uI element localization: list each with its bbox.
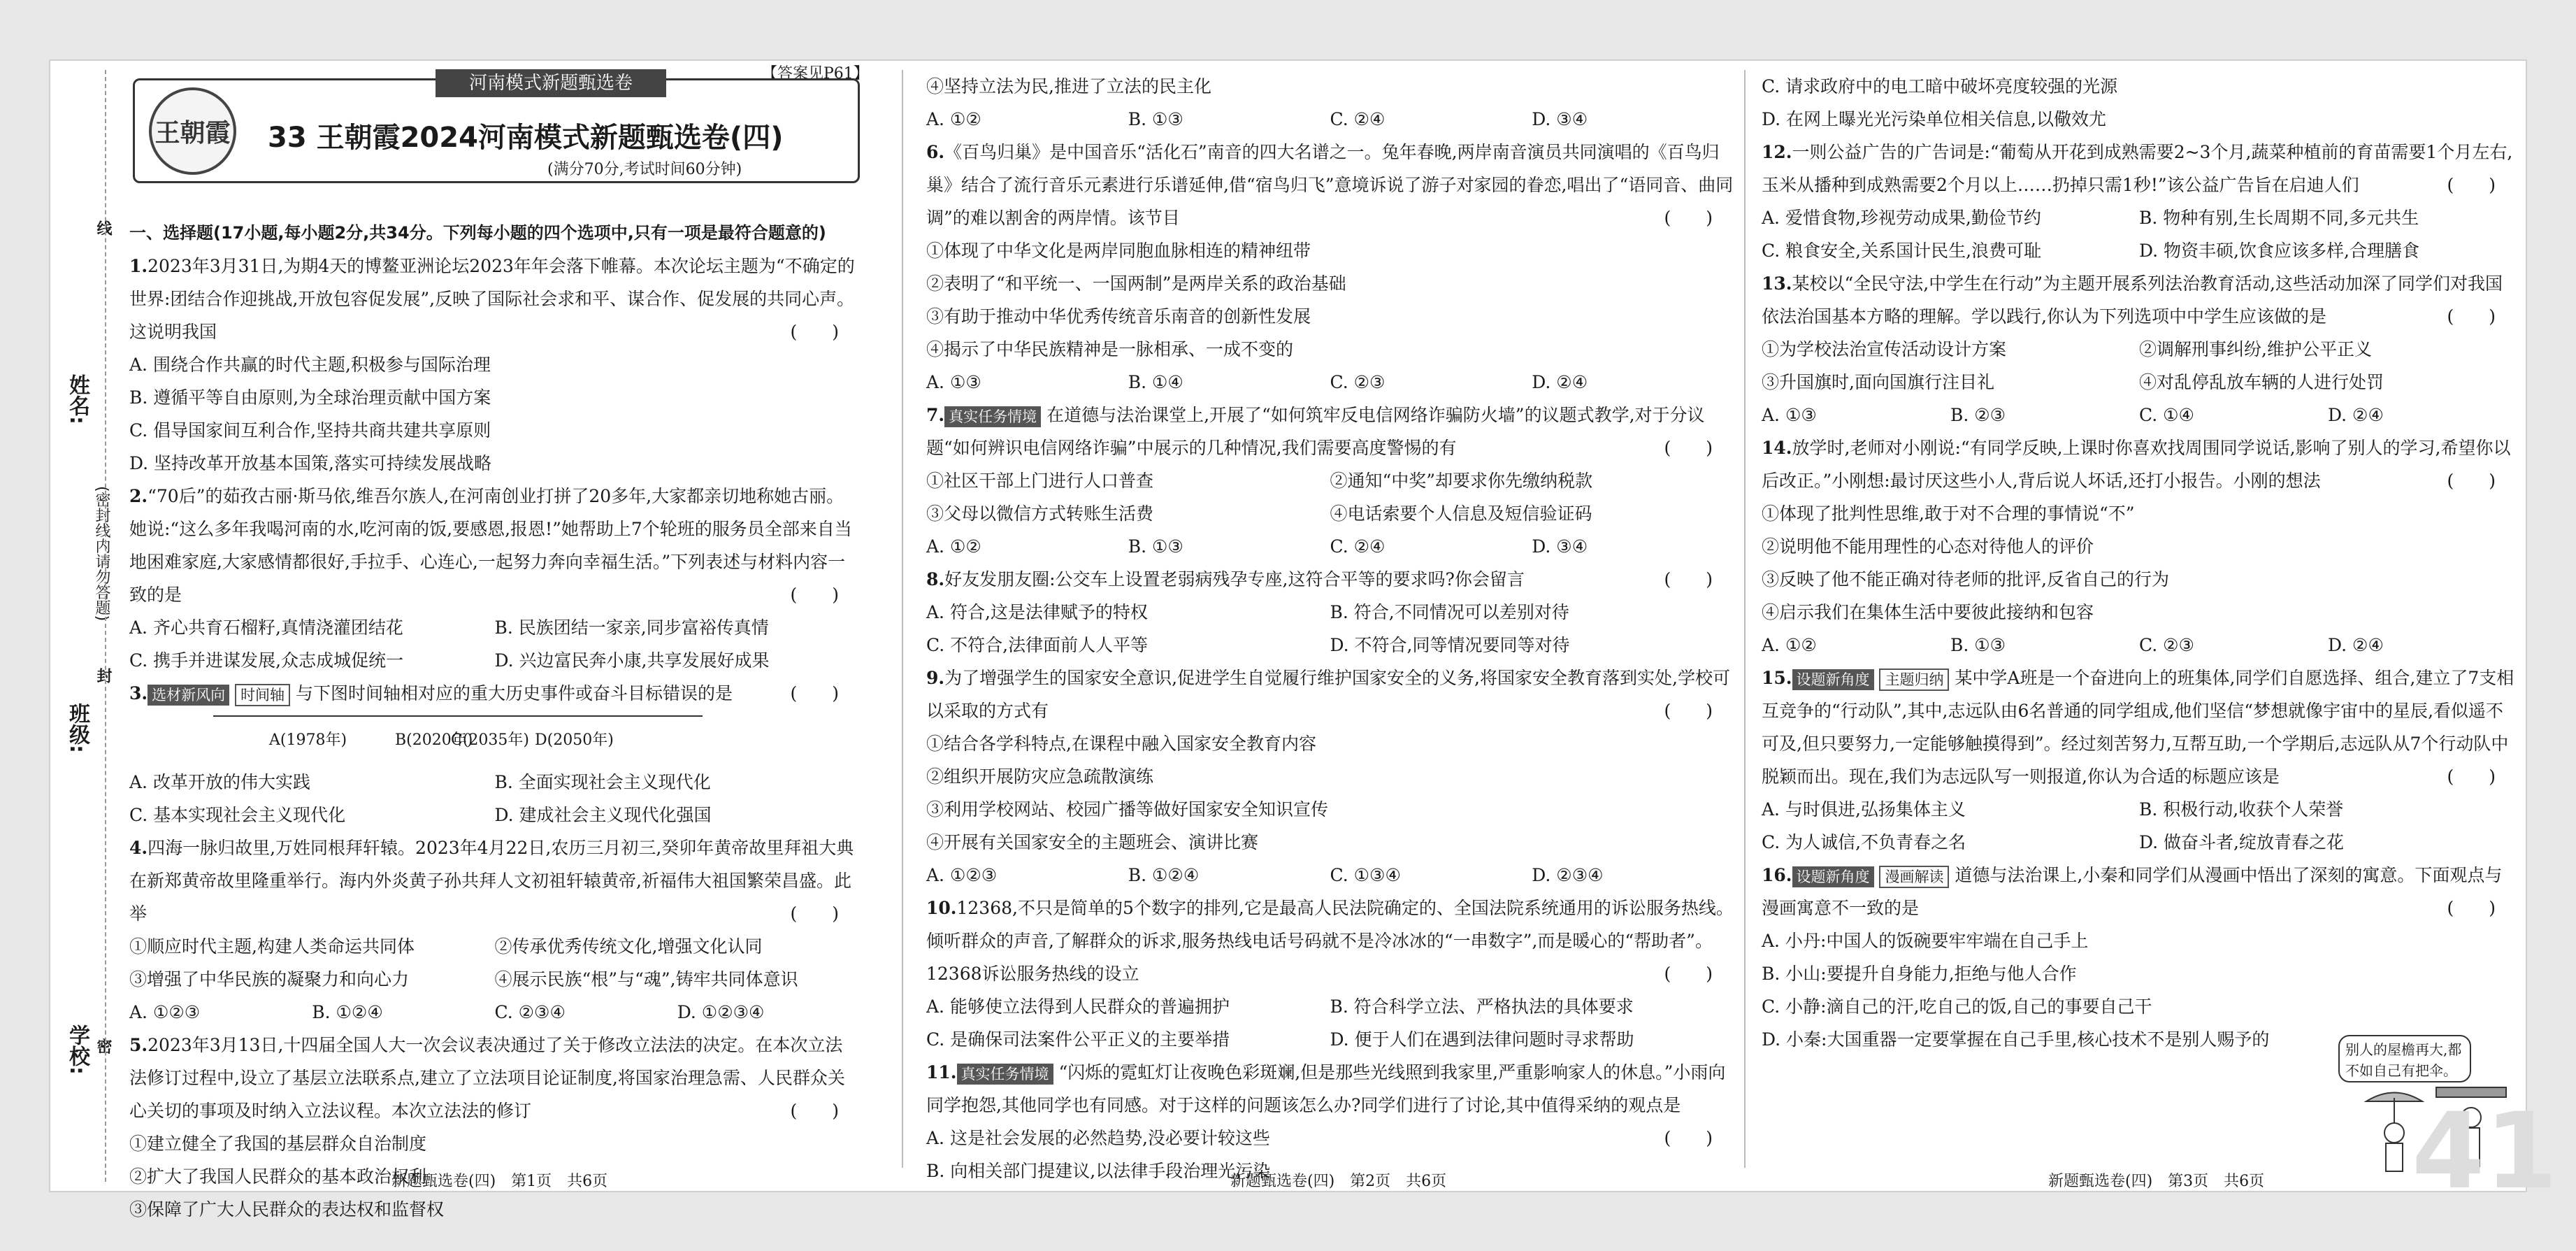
question-stem xyxy=(926,136,1734,234)
choice: C. ②③ xyxy=(1330,372,1386,392)
question-text: 《百鸟归巢》是中国音乐“活化石”南音的四大名谱之一。兔年春晚,两岸南音演员共同演唱的《百鸟归巢》结合了流行音乐元素进行乐谱延伸,借“宿鸟归飞”意境诉说了游子对家园的眷恋,唱出了“语同音、曲同调”的难以割舍的两岸情。该节目 xyxy=(926,142,1734,228)
option: ①顺应时代主题,构建人类命运共同体 xyxy=(129,936,415,957)
question xyxy=(129,677,860,831)
question-number: 11. xyxy=(926,1062,957,1082)
answer-paren: ( ) xyxy=(2447,898,2496,918)
option: A. 符合,这是法律赋予的特权 xyxy=(926,602,1148,622)
question-text: “70后”的茹孜古丽·斯马依,维吾尔族人,在河南创业打拼了20多年,大家都亲切地称她古丽。她说:“这么多年我喝河南的水,吃河南的饭,要感恩,报恩!”她帮助上7个轮班的服务员全部来自当地困难家庭,大家感情都很好,手拉手、心连心,一起努力奔向幸福生活。”下列表述与材料内容一致的是 xyxy=(129,486,852,605)
option: D. 小秦:大国重器一定要掌握在自己手里,核心技术不是别人赐予的 xyxy=(1762,1029,2270,1050)
timeline-label: D(2050年) xyxy=(535,731,614,749)
question xyxy=(129,480,860,677)
choice: D. ②④ xyxy=(1532,372,1588,392)
question-stem xyxy=(129,831,860,930)
question-text: 好友发朋友圈:公交车上设置老弱病残孕专座,这符合平等的要求吗?你会留言 xyxy=(944,569,1525,589)
option: A. 齐心共育石榴籽,真情浇灌团结花 xyxy=(129,617,403,638)
option: C. 携手并进谋发展,众志成城促统一 xyxy=(129,650,404,671)
seal-mark-line: 线 xyxy=(94,220,112,236)
choice: C. ②④ xyxy=(1330,109,1386,129)
footer-page-3: 新题甄选卷(四) 第3页 共6页 xyxy=(2048,1173,2265,1190)
name-label: 姓名: xyxy=(65,374,89,424)
option: ①体现了批判性思维,敢于对不合理的事情说“不” xyxy=(1762,503,2135,524)
seal-mark-secret: 密 xyxy=(94,1038,112,1054)
question xyxy=(926,662,1734,892)
answer-paren: ( ) xyxy=(790,322,839,342)
question-number: 2. xyxy=(129,486,148,506)
choice-row xyxy=(926,103,1734,136)
option-row xyxy=(926,629,1734,662)
option: A. 小丹:中国人的饭碗要牢牢端在自己手上 xyxy=(1762,931,2089,951)
option-row xyxy=(1762,366,2517,399)
choice-row xyxy=(926,859,1734,892)
option: ③增强了中华民族的凝聚力和向心力 xyxy=(129,969,410,989)
option: ④展示民族“根”与“魂”,铸牢共同体意识 xyxy=(494,969,798,989)
question xyxy=(926,1056,1734,1187)
choice: D. ②④ xyxy=(2328,635,2384,655)
question-tag: 主题归纳 xyxy=(1879,669,1949,691)
option: B. 民族团结一家亲,同步富裕传真情 xyxy=(494,617,769,638)
answer-paren: ( ) xyxy=(2447,766,2496,787)
choice: A. ①②③ xyxy=(926,865,998,885)
option: ②组织开展防灾应急疏散演练 xyxy=(926,766,1154,787)
option: ②说明他不能用理性的心态对待他人的评价 xyxy=(1762,536,2094,557)
question xyxy=(926,136,1734,399)
choice: B. ①②④ xyxy=(312,1002,383,1022)
choice: B. ①③ xyxy=(1950,635,2006,655)
choice: C. ①④ xyxy=(2139,405,2194,425)
question-text: “闪烁的霓虹灯让夜晚色彩斑斓,但是那些光线照到我家里,严重影响家人的休息。”小雨向同学抱怨,其他同学也有同感。对于这样的问题该怎么办?同学们进行了讨论,其中值得采纳的观点是 xyxy=(926,1062,1726,1115)
option: C. 倡导国家间互利合作,坚持共商共建共享原则 xyxy=(129,420,491,441)
question-number: 6. xyxy=(926,142,945,162)
question-text: 12368,不只是简单的5个数字的排列,它是最高人民法院确定的、全国法院系统通用的诉讼服务热线。倾听群众的声音,了解群众的诉求,服务热线电话号码就不是冷冰冰的“一串数字”,而是暖心的“帮助者”。12368诉讼服务热线的设立 xyxy=(926,898,1734,984)
option: D. 坚持改革开放基本国策,落实可持续发展战略 xyxy=(129,453,491,473)
option: D. 便于人们在遇到法律问题时寻求帮助 xyxy=(1330,1029,1634,1050)
choice: D. ③④ xyxy=(1532,536,1588,557)
option-row xyxy=(129,611,860,644)
answer-paren: ( ) xyxy=(790,585,839,605)
option: A. 改革开放的伟大实践 xyxy=(129,772,310,792)
option: ①建立健全了我国的基层群众自治制度 xyxy=(129,1134,427,1154)
option-row xyxy=(926,990,1734,1023)
option-row xyxy=(926,497,1734,530)
option-row xyxy=(129,963,860,996)
option: D. 在网上曝光光污染单位相关信息,以儆效尤 xyxy=(1762,109,2106,129)
question-number: 14. xyxy=(1762,438,1792,458)
question xyxy=(1762,70,2517,136)
option: B. 向相关部门提建议,以法律手段治理光污染 xyxy=(926,1161,1271,1181)
option: ②扩大了我国人民群众的基本政治权利 xyxy=(129,1166,427,1187)
option-row xyxy=(129,644,860,677)
page-border-top xyxy=(0,0,2576,59)
column-3 xyxy=(1762,70,2517,1056)
question-number: 1. xyxy=(129,256,148,276)
choice: B. ①③ xyxy=(1128,536,1183,557)
page-border-right xyxy=(2527,0,2576,1251)
option: ②调解刑事纠纷,维护公平正义 xyxy=(2139,339,2372,359)
question-number: 10. xyxy=(926,898,957,918)
option: ④电话索要个人信息及短信验证码 xyxy=(1330,503,1592,524)
option: B. 小山:要提升自身能力,拒绝与他人合作 xyxy=(1762,964,2077,984)
question-number: 15. xyxy=(1762,668,1792,688)
choice: D. ②④ xyxy=(2328,405,2384,425)
option: ①体现了中华文化是两岸同胞血脉相连的精神纽带 xyxy=(926,241,1311,261)
option-row xyxy=(1762,201,2517,234)
choice: A. ①② xyxy=(926,536,981,557)
seal-dashed-line xyxy=(105,70,106,1182)
option-row xyxy=(926,1023,1734,1056)
answer-paren: ( ) xyxy=(1664,438,1713,458)
option: C. 是确保司法案件公平正义的主要举措 xyxy=(926,1029,1230,1050)
question-stem xyxy=(926,399,1734,464)
choice: B. ②③ xyxy=(1950,405,2006,425)
question-stem xyxy=(1762,267,2517,333)
option: C. 为人诚信,不负青春之名 xyxy=(1762,832,1966,852)
section-heading: 一、选择题(17小题,每小题2分,共34分。下列每小题的四个选项中,只有一项是最符合题意的) xyxy=(129,223,826,243)
answer-paren: ( ) xyxy=(2447,175,2496,195)
choice: B. ①③ xyxy=(1128,109,1183,129)
question-tag: 选材新风向 xyxy=(147,685,229,706)
option: B. 遵循平等自由原则,为全球治理贡献中国方案 xyxy=(129,387,491,408)
question-tag: 漫画解读 xyxy=(1879,866,1949,888)
option: ③升国旗时,面向国旗行注目礼 xyxy=(1762,372,1994,392)
question-stem xyxy=(926,662,1734,727)
option: ④对乱停乱放车辆的人进行处罚 xyxy=(2139,372,2384,392)
option: B. 物种有别,生长周期不同,多元共生 xyxy=(2139,208,2419,228)
answer-paren: ( ) xyxy=(1664,208,1713,228)
choice-row xyxy=(1762,629,2517,662)
option-row xyxy=(1762,826,2517,859)
option: D. 兴边富民奔小康,共享发展好成果 xyxy=(494,650,770,671)
column-1 xyxy=(129,217,860,1226)
choice: C. ①③④ xyxy=(1330,865,1401,885)
answer-paren: ( ) xyxy=(1664,1128,1713,1148)
question-stem xyxy=(926,892,1734,990)
choice: C. ②④ xyxy=(1330,536,1386,557)
option: ②传承优秀传统文化,增强文化认同 xyxy=(494,936,763,957)
option-row xyxy=(1762,793,2517,826)
choice: C. ②③④ xyxy=(494,1002,566,1022)
question-stem xyxy=(1762,662,2517,793)
page-number-watermark: 41 xyxy=(2412,1091,2558,1213)
answer-key-note: 【答案见P61】 xyxy=(762,65,869,83)
question-number: 3. xyxy=(129,683,148,703)
exam-subtitle: (满分70分,考试时间60分钟) xyxy=(547,161,742,178)
answer-paren: ( ) xyxy=(2447,471,2496,491)
timeline-label: B(2020年) xyxy=(395,731,473,749)
question-stem xyxy=(926,563,1734,596)
option: ③保障了广大人民群众的表达权和监督权 xyxy=(129,1199,445,1220)
question-number: 8. xyxy=(926,569,945,589)
option: A. 爱惜食物,珍视劳动成果,勤俭节约 xyxy=(1762,208,2041,228)
question-tag: 设题新角度 xyxy=(1792,866,1874,887)
option: C. 不符合,法律面前人人平等 xyxy=(926,635,1149,655)
choice: D. ③④ xyxy=(1532,109,1588,129)
answer-paren: ( ) xyxy=(790,1101,839,1121)
page-border-left xyxy=(0,0,49,1251)
answer-paren: ( ) xyxy=(790,903,839,924)
choice: B. ①④ xyxy=(1128,372,1183,392)
option-row xyxy=(926,464,1734,497)
question-stem xyxy=(129,677,860,710)
footer-page-1: 新题甄选卷(四) 第1页 共6页 xyxy=(391,1173,608,1190)
option: ④揭示了中华民族精神是一脉相承、一成不变的 xyxy=(926,339,1294,359)
answer-paren: ( ) xyxy=(2447,306,2496,327)
question xyxy=(129,1029,860,1226)
question-text: 某中学A班是一个奋进向上的班集体,同学们自愿选择、组合,建立了7支相互竞争的“行动队”,其中,志远队由6名普通的同学组成,他们坚信“梦想就像宇宙中的星辰,看似遥不可及,但只要努力,一定能够触摸得到”。经过刻苦努力,互帮互助,一个学期后,志远队从7个行动队中脱颖而出。现在,我们为志远队写一则报道,你认为合适的标题应该是 xyxy=(1762,668,2514,787)
question-text: 四海一脉归故里,万姓同根拜轩辕。2023年4月22日,农历三月初三,癸卯年黄帝故里拜祖大典在新郑黄帝故里隆重举行。海内外炎黄子孙共拜人文初祖轩辕黄帝,祈福伟大祖国繁荣昌盛。此举 xyxy=(129,838,854,924)
option: D. 物资丰硕,饮食应该多样,合理膳食 xyxy=(2139,241,2419,261)
footer-page-2: 新题甄选卷(四) 第2页 共6页 xyxy=(1230,1173,1447,1190)
choice: A. ①②③ xyxy=(129,1002,201,1022)
question xyxy=(129,250,860,480)
question-text: 一则公益广告的广告词是:“葡萄从开花到成熟需要2~3个月,蔬菜种植前的育苗需要1个月左右,玉米从播种到成熟需要2个月以上……扔掉只需1秒!”该公益广告旨在启迪人们 xyxy=(1762,142,2513,195)
question-number: 5. xyxy=(129,1035,148,1055)
question xyxy=(926,399,1734,563)
option: ③反映了他不能正确对待老师的批评,反省自己的行为 xyxy=(1762,569,2169,589)
question-text: 2023年3月13日,十四届全国人大一次会议表决通过了关于修改立法法的决定。在本次立法法修订过程中,设立了基层立法联系点,建立了立法项目论证制度,将国家治理急需、人民群众关心关切的事项及时纳入立法议程。本次立法法的修订 xyxy=(129,1035,845,1121)
column-divider xyxy=(902,70,903,1168)
option: D. 做奋斗者,绽放青春之花 xyxy=(2139,832,2344,852)
question-stem xyxy=(1762,859,2517,924)
exam-title: 33 王朝霞2024河南模式新题甄选卷(四) xyxy=(268,122,784,154)
question-number: 16. xyxy=(1762,865,1792,885)
choice: A. ①③ xyxy=(1762,405,1817,425)
question-number: 13. xyxy=(1762,273,1792,294)
choice: B. ①②④ xyxy=(1128,865,1200,885)
option: C. 基本实现社会主义现代化 xyxy=(129,805,346,825)
option: C. 小静:滴自己的汗,吃自己的饭,自己的事要自己干 xyxy=(1762,996,2152,1017)
timeline-label: A(1978年) xyxy=(269,731,347,749)
question xyxy=(926,70,1734,136)
binding-margin xyxy=(49,59,112,1192)
option: ③利用学校网站、校园广播等做好国家安全知识宣传 xyxy=(926,799,1329,820)
question-text: 某校以“全民守法,中学生在行动”为主题开展系列法治教育活动,这些活动加深了同学们对我国依法治国基本方略的理解。学以践行,你认为下列选项中中学生应该做的是 xyxy=(1762,273,2503,327)
option: ③父母以微信方式转账生活费 xyxy=(926,503,1154,524)
timeline-label: C(2035年) xyxy=(451,731,529,749)
option: A. 围绕合作共赢的时代主题,积极参与国际治理 xyxy=(129,355,491,375)
question-tag: 时间轴 xyxy=(235,684,290,706)
answer-paren: ( ) xyxy=(1664,701,1713,721)
question-number: 7. xyxy=(926,405,945,425)
timeline-axis xyxy=(213,710,717,766)
question xyxy=(1762,267,2517,431)
option: ②表明了“和平统一、一国两制”是两岸关系的政治基础 xyxy=(926,273,1346,294)
option: ①为学校法治宣传活动设计方案 xyxy=(1762,339,2007,359)
school-label: 学校: xyxy=(65,1024,89,1075)
choice-row xyxy=(926,366,1734,399)
option: A. 能够使立法得到人民群众的普遍拥护 xyxy=(926,996,1230,1017)
option: D. 不符合,同等情况要同等对待 xyxy=(1330,635,1570,655)
question-stem xyxy=(1762,431,2517,497)
class-label: 班级: xyxy=(65,703,89,753)
option: ①结合各学科特点,在课程中融入国家安全教育内容 xyxy=(926,734,1316,754)
choice: D. ①②③④ xyxy=(677,1002,765,1022)
question-stem xyxy=(129,480,860,611)
question-text: 放学时,老师对小刚说:“有同学反映,上课时你喜欢找周围同学说话,影响了别人的学习,希望你以后改正。”小刚想:最讨厌这些小人,背后说人坏话,还打小报告。小刚的想法 xyxy=(1762,438,2511,491)
option: ④开展有关国家安全的主题班会、演讲比赛 xyxy=(926,832,1259,852)
question xyxy=(1762,859,2517,1056)
option-row xyxy=(129,799,860,831)
question-stem xyxy=(926,70,1734,103)
question xyxy=(1762,136,2517,267)
question-text: ④坚持立法为民,推进了立法的民主化 xyxy=(926,76,1211,96)
question-stem xyxy=(129,1029,860,1127)
choice-row xyxy=(1762,399,2517,431)
question-number: 9. xyxy=(926,668,945,688)
question xyxy=(1762,662,2517,859)
question-text: 与下图时间轴相对应的重大历史事件或奋斗目标错误的是 xyxy=(296,683,733,703)
option-row xyxy=(1762,333,2517,366)
question-text: 在道德与法治课堂上,开展了“如何筑牢反电信网络诈骗防火墙”的议题式教学,对于分议题“如何辨识电信网络诈骗”中展示的几种情况,我们需要高度警惕的有 xyxy=(926,405,1705,458)
choice-row xyxy=(129,996,860,1029)
answer-paren: ( ) xyxy=(1664,569,1713,589)
option: A. 这是社会发展的必然趋势,没必要计较这些 xyxy=(926,1128,1270,1148)
option: ①社区干部上门进行人口普查 xyxy=(926,471,1154,491)
publisher-logo-icon: 王朝霞 xyxy=(149,87,236,175)
question-text: 2023年3月31日,为期4天的博鳌亚洲论坛2023年年会落下帷幕。本次论坛主题为“不确定的世界:团结合作迎挑战,开放包容促发展”,反映了国际社会求和平、谋合作、促发展的共同心声。这说明我国 xyxy=(129,256,855,342)
choice-row xyxy=(926,530,1734,563)
option: C. 请求政府中的电工暗中破坏亮度较强的光源 xyxy=(1762,76,2118,96)
series-banner: 河南模式新题甄选卷 xyxy=(436,69,666,97)
option: ③有助于推动中华优秀传统音乐南音的创新性发展 xyxy=(926,306,1311,327)
question xyxy=(926,563,1734,662)
option: C. 粮食安全,关系国计民生,浪费可耻 xyxy=(1762,241,2042,261)
option: B. 积极行动,收获个人荣誉 xyxy=(2139,799,2344,820)
option-row xyxy=(926,596,1734,629)
option: ②通知“中奖”却要求你先缴纳税款 xyxy=(1330,471,1593,491)
column-2 xyxy=(926,70,1734,1187)
option-row xyxy=(129,930,860,963)
question xyxy=(129,831,860,1029)
question-text: 为了增强学生的国家安全意识,促进学生自觉履行维护国家安全的义务,将国家安全教育落到实处,学校可以采取的方式有 xyxy=(926,668,1730,721)
cartoon-speech-bubble: 别人的屋檐再大,都不如自己有把伞。 xyxy=(2338,1035,2471,1082)
question-stem xyxy=(1762,136,2517,201)
option: D. 建成社会主义现代化强国 xyxy=(494,805,712,825)
seal-mark-seal: 封 xyxy=(94,668,112,683)
option: ④启示我们在集体生活中要彼此接纳和包容 xyxy=(1762,602,2094,622)
question-stem xyxy=(129,250,860,348)
choice: C. ②③ xyxy=(2139,635,2194,655)
option-row xyxy=(129,766,860,799)
option: B. 符合科学立法、严格执法的具体要求 xyxy=(1330,996,1634,1017)
question xyxy=(926,892,1734,1056)
choice: A. ①③ xyxy=(926,372,981,392)
choice: A. ①② xyxy=(926,109,981,129)
question-number: 12. xyxy=(1762,142,1792,162)
answer-paren: ( ) xyxy=(790,683,839,703)
option: B. 全面实现社会主义现代化 xyxy=(494,772,711,792)
question-tag: 设题新角度 xyxy=(1792,669,1874,690)
option: A. 与时俱进,弘扬集体主义 xyxy=(1762,799,1966,820)
choice: A. ①② xyxy=(1762,635,1817,655)
timeline-line xyxy=(213,715,703,717)
answer-paren: ( ) xyxy=(1664,964,1713,984)
seal-note: (密封线内请勿答题) xyxy=(93,486,110,622)
column-divider xyxy=(1744,70,1746,1168)
option: B. 符合,不同情况可以差别对待 xyxy=(1330,602,1569,622)
choice: D. ②③④ xyxy=(1532,865,1604,885)
question-tag: 真实任务情境 xyxy=(944,406,1041,427)
question-tag: 真实任务情境 xyxy=(957,1064,1053,1085)
question xyxy=(1762,431,2517,662)
question-text: 道德与法治课上,小秦和同学们从漫画中悟出了深刻的寓意。下面观点与漫画寓意不一致的是 xyxy=(1762,865,2503,918)
option-row xyxy=(1762,234,2517,267)
question-number: 4. xyxy=(129,838,148,858)
